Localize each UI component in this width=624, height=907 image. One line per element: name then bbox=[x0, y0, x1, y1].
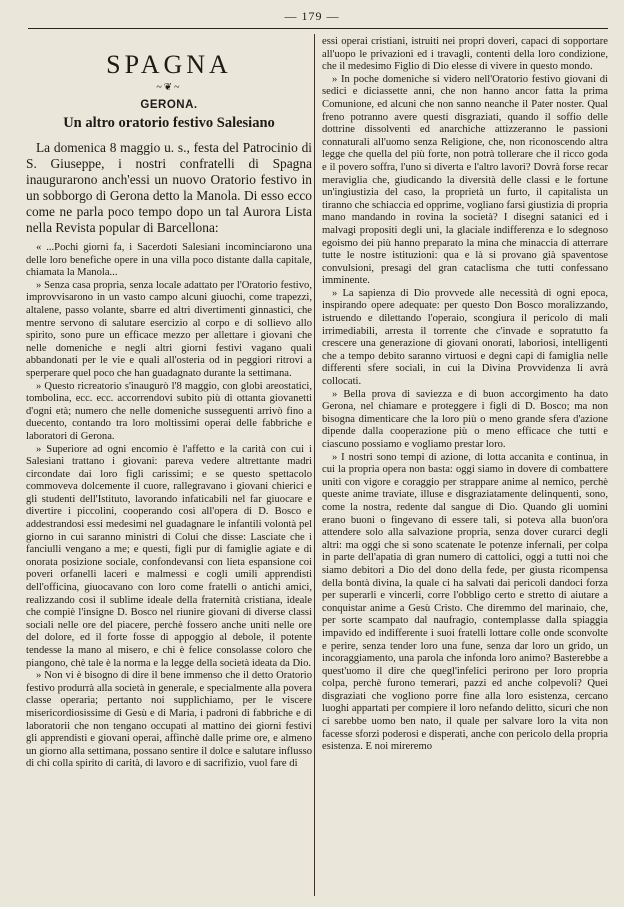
right-paragraph: » Bella prova di saviezza e di buon accorgimento ha dato Gerona, nel chiamare e proteggere i figli di D. Bosco; ma non bisogna dimenticare che la loro più o meno grande sfera d'azione dipende dalla cooperazione più o meno efficace che tutti e ciascuno possiamo e vogliamo prestar loro. bbox=[322, 388, 608, 450]
left-column bbox=[26, 36, 312, 771]
left-paragraph: » Questo ricreatorio s'inaugurò l'8 maggio, con globi areostatici, tombolina, ecc. ecc. accorrendovi subito più di ottanta giovanetti d'ogni età; numero che nelle domeniche susseguenti arrivò fino a duecento, contando tra loro moltissimi operai delle fabbriche e laboratori di Gerona. bbox=[26, 380, 312, 442]
right-paragraph: » I nostri sono tempi di azione, di lotta accanita e continua, in cui la propria opera non basta: oggi siamo in dovere di combattere uniti con vigore e coraggio per strappare anime al nemico, perchè queste anime traviate, illuse e disgraziatamente delinquenti, sono, come la nostra, redente dal sangue di Dio. Quando gli uomini erano buoni o fingevano di essere tali, si poteva alla buon'ora attendere solo alla salvazione propria, senza dover curarci degli altri: ma oggi che si sono scatenate le potenze infernali, per colpa in parte dell'apatia di gran numero di cattolici, oggi a tutti noi che siamo debitori a Dio del dono della fede, per giusta ricompensa della bontà divina, la quale ci ha salvati dai pericoli dandoci forza per superarli e vincerli, corre l'obbligo certo e stretto di aiutare a conquistar anime a Gesù Cristo. Che diremmo del marinaio, che, per sorte scampato dal naufragio, contemplasse dalla spiaggia impavido ed indifferente i suoi fratelli lottare colle onde sconvolte e perire, senza tender loro una fune, senza dar loro un grido, un incoraggiamento, una parola che infonda loro animo? Basterebbe a quest'uomo il dire che quegl'infelici perirono per loro propria colpa, perchè furono temerari, pazzi ed anche colpevoli? Quei disgraziati che vogliono porre fine alla loro esistenza, cercano luoghi appartati per compiere il loro nefando delitto, sicuri che non ci sarebbe uomo ben nato, il quale per salvare loro la vita non facesse sforzi poderosi e disperati, anche con pericolo della propria esistenza. E noi mireremo bbox=[322, 451, 608, 753]
article-title: SPAGNA bbox=[106, 50, 232, 79]
right-column bbox=[322, 36, 608, 754]
left-paragraph: » Superiore ad ogni encomio è l'affetto e la carità con cui i Salesiani trattano i giovani: pareva vedere altrettante madri circondate dai loro figli carissimi; e se questo spettacolo commoveva dolcemente il cuore, rallegravano i giovani chierici e gli studenti dell'Istituto, lavorando infaticabili nel far giuocare e divertire i piccolini, cooperando così all'opera di D. Bosco e addestrandosi essi medesimi nel guadagnare le infantili volontà pel giorno in cui saranno ministri di Colui che disse: Lasciate che i fanciulli vengano a me; e questi, figli pur di famiglie agiate e di onorata posizione sociale, confondevansi con lieta espansione coi poveri orfanelli laceri e malmessi e cogli umili apprendisti dell'officina, giuocavano con loro come fratelli o antichi amici, realizzando così il sublime ideale della fraternità cristiana, ideale che compiè l'insigne D. Bosco nel riunire giovani di diverse classi sociali nelle ore del piacere, perchè fossero anche uniti nelle ore del dolore, ed il forte fosse di appoggio al debole, il potente tendesse la mano al misero, e chi è felice consolasse coloro che piangono, chè tale è la norma e la legge della società ideata da Dio. bbox=[26, 443, 312, 669]
right-paragraph: » In poche domeniche si videro nell'Oratorio festivo giovani di sedici e diciassette anni, che non hanno ancor fatta la prima Comunione, ed alcuni che non sanno neanche il Pater noster. Qual freno potranno avere questi disgraziati, quando il soffio delle dottrine dissolventi ed anarchiche attizzeranno le passioni connaturali all'uomo senza Religione, che, non riconoscendo altra legge che quella del più forte, non potrà tollerare che il ricco goda e il povero soffra, l'uno si diverta e l'altro lavori? Dovrà forse recar meraviglia che, giudicando la diversità delle classi e le fortune un'ingiustizia del caso, la proprietà un furto, il capitalista un tiranno che schiaccia ed opprime, vogliano farsi giustizia di propria mano mandando in rovina la società? I disegni satanici ed i malvagi propositi degli uni, la glaciale indifferenza e lo sdegnoso egoismo dei più hanno preparato la mina che minaccia di atterrare tutte le nostre istituzioni: qua e là si provano già spaventose convulsioni, presagi del gran cataclisma che tutti confessano imminente. bbox=[322, 73, 608, 287]
top-rule bbox=[28, 28, 608, 29]
page-number: — 179 — bbox=[284, 9, 340, 23]
article-headline: Un altro oratorio festivo Salesiano bbox=[63, 115, 275, 131]
left-paragraph: « ...Pochi giorni fa, i Sacerdoti Salesiani incominciarono una delle loro benefiche opere in una villa poco distante dalla capitale, chiamata la Manola... bbox=[26, 242, 312, 279]
left-paragraph: » Senza casa propria, senza locale adattato per l'Oratorio festivo, improvvisarono in un vasto campo alcuni giuochi, come trapezzi, altalene, passo volante, sbarre ed altri divertimenti ginnastici, che mentre servono di salutare esercizio al corpo e di sollievo allo spirito, sono pure un efficace mezzo per allettare i giovani che nelle domeniche e negli altri giorni festivi vagano quali abbandonati per le vie e quali all'osteria od in peggiori ritrovi a sperperare quel poco che han guadagnato durante la settimana. bbox=[26, 279, 312, 379]
column-divider bbox=[314, 34, 315, 896]
article-place: GERONA. bbox=[140, 99, 198, 111]
left-paragraph: » Non vi è bisogno di dire il bene immenso che il detto Oratorio festivo produrrà alla società in generale, e specialmente alla povera classe operaria; pertanto noi supplichiamo, per le viscere misericordiosissime di Gesù e di Maria, i padroni di fabbriche e di laboratorii che non tengano occupati al mattino dei giorni festivi gli apprendisti e giovani operai, affinchè dalle prime ore, e almeno un giorno alla settimana, possano sentire il dolce e salutare influsso di chi colla spirito di carità, di lavoro e di sacrifizio, vuol fare di bbox=[26, 670, 312, 770]
right-paragraph: essi operai cristiani, istruiti nei propri doveri, capaci di sopportare all'uopo le privazioni ed i travagli, contenti della loro condizione, che il medesimo Figlio di Dio elesse di vivere in questo mondo. bbox=[322, 36, 608, 73]
article-intro: La domenica 8 maggio u. s., festa del Patrocinio di S. Giuseppe, i nostri confratelli di Spagna inaugurarono anch'essi un nuovo Oratorio festivo in un sobborgo di Gerona detto la Manola. Di esso ecco come ne parla poco tempo dopo un tal Aurora Lista nella Revista popular di Barcellona: bbox=[26, 140, 312, 235]
ornament-icon: ~❦~ bbox=[156, 82, 182, 93]
right-paragraph: » La sapienza di Dio provvede alle necessità di ogni epoca, inspirando opere adequate: per questo Don Bosco moralizzando, istruendo e dilettando l'operaio, scongiura il pericolo di mali irrimediabili, arresta il torrente che c'invade e sopratutto fa crescere una generazione di giovani onorati, laboriosi, intelligenti che a tempo debito saranno virtuosi e degni capi di famiglia nelle differenti sfere sociali, in cui la Divina Provvidenza li avrà collocati. bbox=[322, 287, 608, 388]
